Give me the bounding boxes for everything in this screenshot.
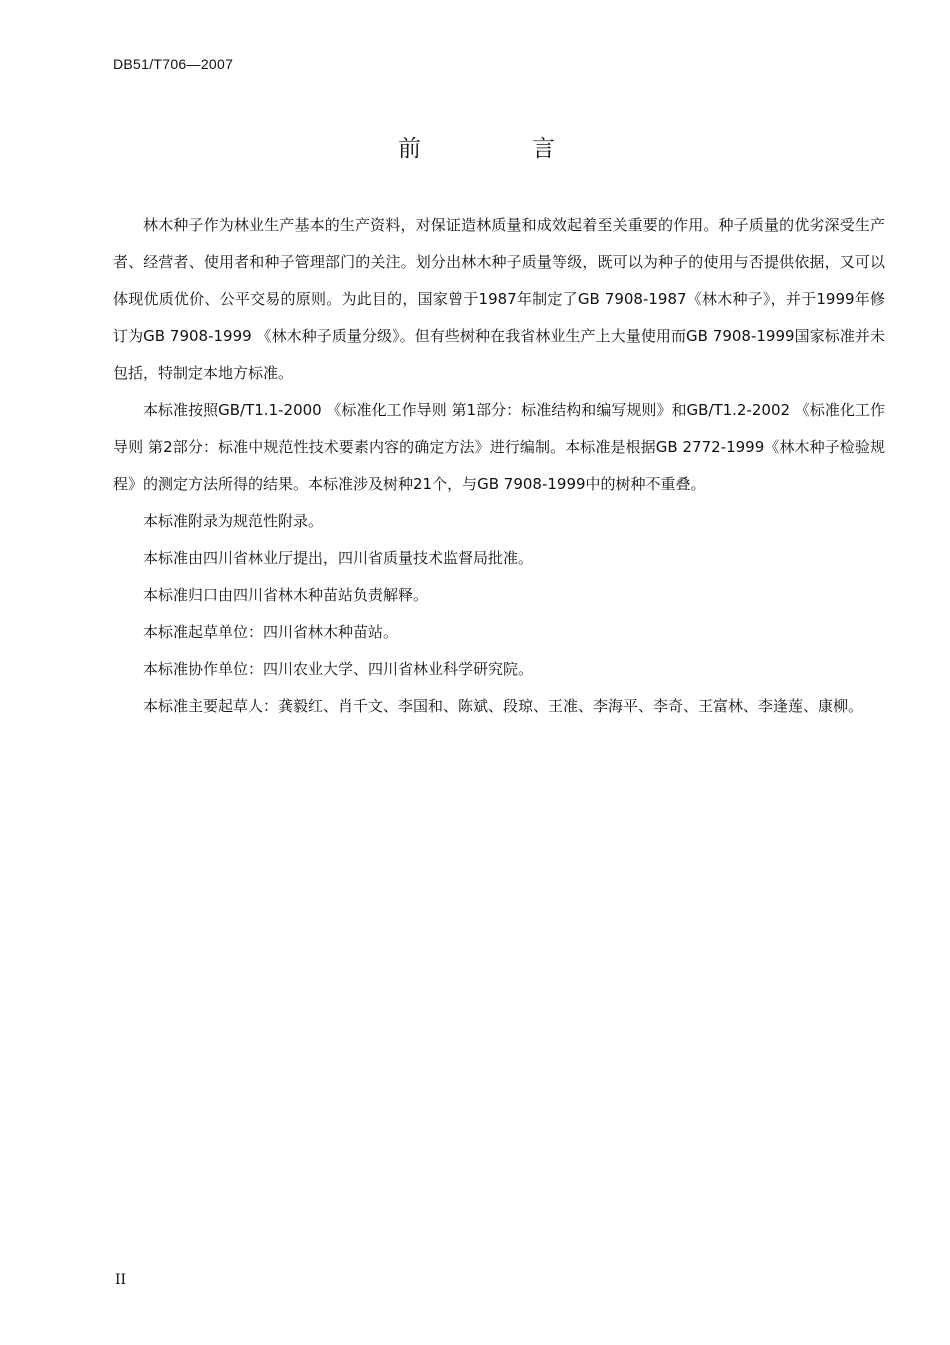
paragraph-cooperating-units: 本标准协作单位：四川农业大学、四川省林业科学研究院。 <box>143 660 534 678</box>
paragraph-drafting-unit: 本标准起草单位：四川省林木种苗站。 <box>143 623 399 641</box>
paragraph-appendix: 本标准附录为规范性附录。 <box>143 512 324 530</box>
foreword-body <box>113 207 885 725</box>
paragraph-proposer: 本标准由四川省林业厅提出，四川省质量技术监督局批准。 <box>143 549 534 567</box>
paragraph-interpretation: 本标准归口由四川省林木种苗站负责解释。 <box>143 586 429 604</box>
paragraph-drafters: 本标准主要起草人：龚毅红、肖千文、李国和、陈斌、段琼、王准、李海平、李奇、王富林、李逢莲、康柳。 <box>143 697 864 715</box>
page-number: II <box>115 1272 127 1288</box>
document-code: DB51/T706—2007 <box>113 56 234 72</box>
paragraph-compilation: 本标准按照GB/T1.1-2000 《标准化工作导则 第1部分：标准结构和编写规则》和GB/T1.2-2002 《标准化工作导则 第2部分：标准中规范性技术要素内容的确定方法》进行编制。本标准是根据GB 2772-1999《林木种子检验规程》的测定方法所得的结果。本标准涉及树种21个，与GB 7908-1999中的树种不重叠。 <box>113 401 885 493</box>
page-title: 前 言 <box>398 136 599 162</box>
paragraph-intro: 林木种子作为林业生产基本的生产资料，对保证造林质量和成效起着至关重要的作用。种子质量的优劣深受生产者、经营者、使用者和种子管理部门的关注。划分出林木种子质量等级，既可以为种子的使用与否提供依据，又可以体现优质优价、公平交易的原则。为此目的，国家曾于1987年制定了GB 7908-1987《林木种子》，并于1999年修订为GB 7908-1999 《林木种子质量分级》。但有些树种在我省林业生产上大量使用而GB 7908-1999国家标准并未包括，特制定本地方标准。 <box>113 216 885 382</box>
